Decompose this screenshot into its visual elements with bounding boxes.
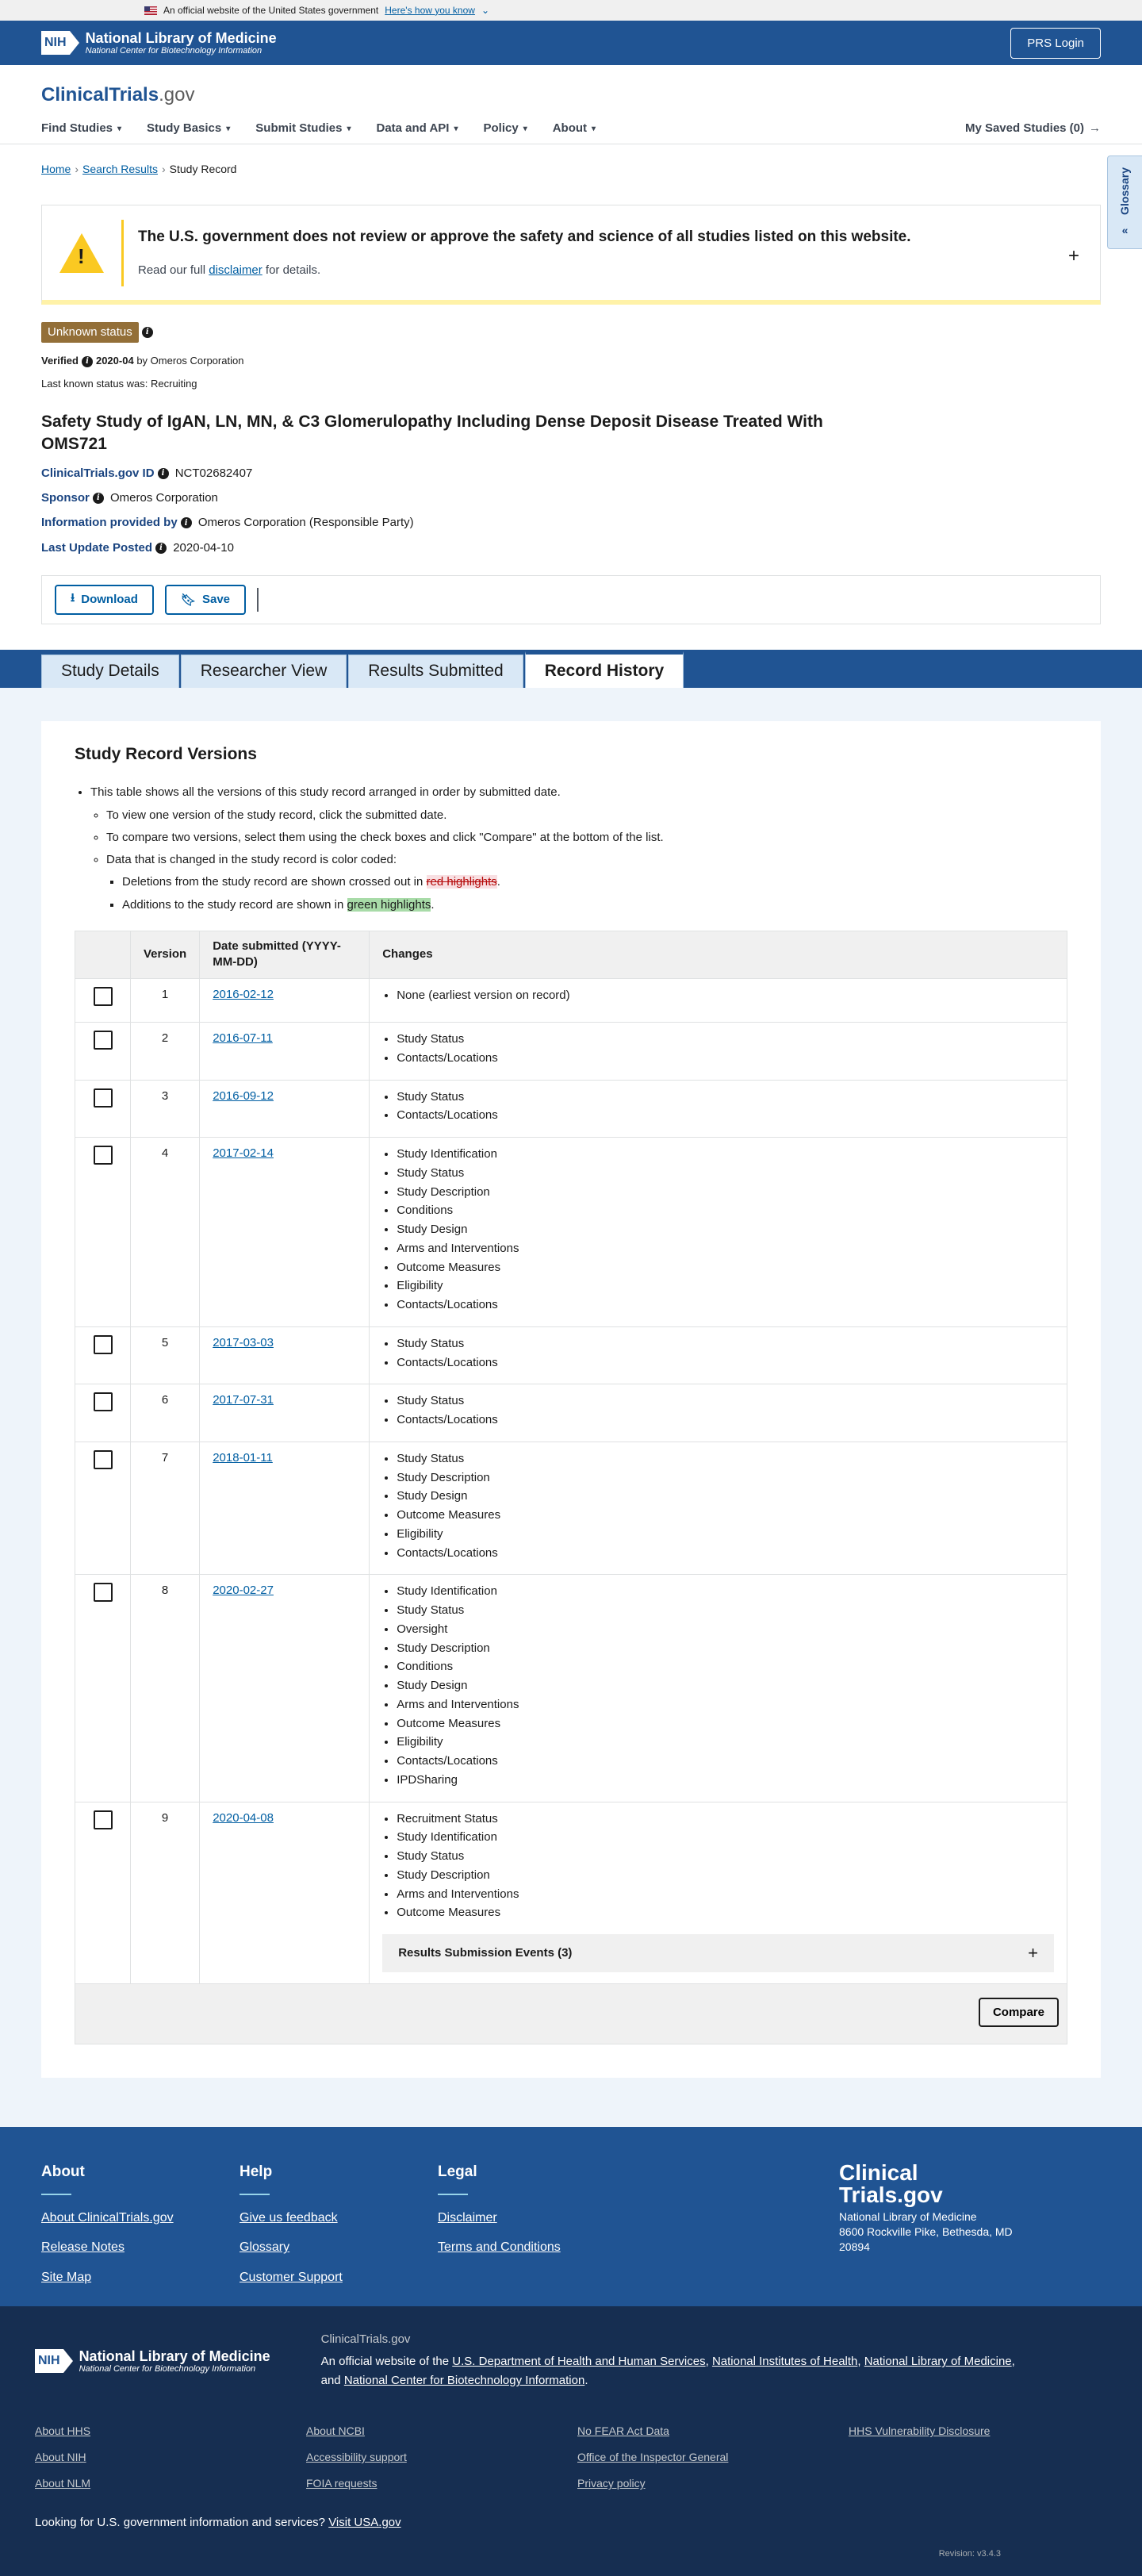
sponsor-value: Omeros Corporation bbox=[110, 491, 218, 505]
change-item: • Study Design bbox=[397, 1677, 1054, 1695]
tab-record-history[interactable]: Record History bbox=[525, 651, 684, 688]
glossary-tab[interactable] bbox=[1107, 155, 1142, 249]
table-row bbox=[75, 1080, 1067, 1138]
version-number: 2 bbox=[131, 1023, 200, 1081]
change-item: • Outcome Measures bbox=[397, 1904, 1054, 1921]
version-number: 4 bbox=[131, 1138, 200, 1327]
footer-link[interactable]: Glossary bbox=[240, 2240, 290, 2255]
record-history-section bbox=[0, 688, 1142, 2127]
version-checkbox[interactable] bbox=[94, 1335, 113, 1354]
table-row bbox=[75, 1442, 1067, 1575]
nih-logo[interactable] bbox=[41, 30, 277, 56]
nav-data-and-api[interactable]: Data and API ▾ bbox=[376, 121, 458, 136]
change-item: • Study Status bbox=[397, 1392, 1054, 1410]
change-item: • Study Status bbox=[397, 1450, 1054, 1468]
change-item: • Study Status bbox=[397, 1848, 1054, 1865]
table-row bbox=[75, 1138, 1067, 1327]
breadcrumb-home[interactable]: Home bbox=[41, 163, 71, 175]
results-events-accordion[interactable]: Results Submission Events (3) + bbox=[382, 1934, 1054, 1972]
footer-link[interactable]: Disclaimer bbox=[438, 2210, 497, 2225]
expand-plus-icon[interactable]: + bbox=[1067, 245, 1079, 267]
change-item: • Study Identification bbox=[397, 1829, 1054, 1846]
chevron-down-icon: ⌄ bbox=[481, 4, 490, 16]
tab-study-details[interactable]: Study Details bbox=[41, 655, 179, 688]
chevron-down-icon: ▾ bbox=[347, 124, 351, 133]
change-item: • Contacts/Locations bbox=[397, 1753, 1054, 1770]
gov-link[interactable]: FOIA requests bbox=[306, 2477, 377, 2490]
change-item: • Study Identification bbox=[397, 1583, 1054, 1600]
change-item: • Outcome Measures bbox=[397, 1715, 1054, 1733]
change-item: • Arms and Interventions bbox=[397, 1240, 1054, 1257]
col-changes: Changes bbox=[370, 931, 1067, 978]
main-nav bbox=[41, 121, 1101, 136]
gov-link[interactable]: No FEAR Act Data bbox=[577, 2424, 669, 2438]
arrow-right-icon: → bbox=[1089, 121, 1101, 136]
last-update-value: 2020-04-10 bbox=[173, 540, 234, 555]
table-row bbox=[75, 1802, 1067, 1984]
footer-link[interactable]: Release Notes bbox=[41, 2240, 125, 2255]
change-item: • Eligibility bbox=[397, 1733, 1054, 1751]
info-icon[interactable]: i bbox=[142, 327, 153, 338]
site-header bbox=[0, 65, 1142, 144]
study-title: Safety Study of IgAN, LN, MN, & C3 Glomerulopathy Including Dense Deposit Disease Treated With OMS721 bbox=[41, 413, 823, 453]
gov-link[interactable]: About NCBI bbox=[306, 2424, 365, 2438]
study-header: Unknown status i Verified i 2020-04 by Omeros Corporation Last known status was: Recruiting Safety Study of IgAN, LN, MN, & C3 Glomerulopathy Including Dense Deposit Disease Treated With OMS721 ClinicalTrials.gov ID i NCT02682407 Sponsor i Omeros Corporation Information provided by i Omeros Corporation (Responsible Party) Last Update Posted i 2020-04-10 bbox=[0, 305, 1142, 556]
change-item: • Conditions bbox=[397, 1202, 1054, 1219]
info-provided-value: Omeros Corporation (Responsible Party) bbox=[197, 516, 414, 530]
gov-link[interactable]: HHS Vulnerability Disclosure bbox=[849, 2424, 991, 2438]
version-number: 9 bbox=[131, 1802, 200, 1984]
gov-links bbox=[35, 2424, 1107, 2491]
glossary-label: Glossary bbox=[1118, 167, 1132, 215]
change-item: • Contacts/Locations bbox=[397, 1354, 1054, 1372]
nlm-title: National Library of Medicine bbox=[85, 29, 277, 46]
nav-study-basics[interactable]: Study Basics ▾ bbox=[147, 121, 231, 136]
change-item: • Outcome Measures bbox=[397, 1259, 1054, 1276]
version-date-link[interactable]: 2017-07-31 bbox=[213, 1393, 274, 1407]
change-item: • Study Status bbox=[397, 1031, 1054, 1048]
hhs-link[interactable]: U.S. Department of Health and Human Services bbox=[452, 2355, 706, 2369]
version-date-link[interactable]: 2016-09-12 bbox=[213, 1088, 274, 1103]
version-checkbox[interactable] bbox=[94, 1146, 113, 1165]
breadcrumb-search-results[interactable]: Search Results bbox=[82, 163, 158, 175]
nav-find-studies[interactable]: Find Studies ▾ bbox=[41, 121, 122, 136]
chevron-down-icon: ▾ bbox=[117, 124, 122, 133]
change-item: • Arms and Interventions bbox=[397, 1886, 1054, 1903]
breadcrumb-current: Study Record bbox=[169, 163, 237, 175]
footer-link[interactable]: Give us feedback bbox=[240, 2210, 338, 2225]
footer-link[interactable]: Customer Support bbox=[240, 2270, 343, 2284]
chevron-down-icon: ▾ bbox=[523, 124, 527, 133]
green-highlight-sample: green highlights bbox=[347, 897, 431, 912]
clinicaltrials-logo[interactable]: ClinicalTrials.gov bbox=[41, 84, 195, 106]
disclaimer-alert: ! The U.S. government does not review or approve the safety and science of all studies listed on this website. Read our full disclaimer for details. + bbox=[41, 205, 1101, 305]
compare-button[interactable]: Compare bbox=[979, 1998, 1059, 2027]
usa-gov-link[interactable]: Visit USA.gov bbox=[328, 2515, 401, 2529]
info-icon[interactable]: i bbox=[158, 468, 169, 479]
nih-badge-icon: NIH bbox=[35, 2348, 73, 2374]
last-known-status: Last known status was: Recruiting bbox=[41, 377, 197, 390]
version-date-link[interactable]: 2020-04-08 bbox=[213, 1810, 274, 1825]
revision-text: Revision: v3.4.3 bbox=[938, 2549, 1001, 2559]
status-badge: Unknown status bbox=[41, 322, 139, 343]
record-info-list: • This table shows all the versions of this study record arranged in order by submitted date. ◦ To view one version of the study record, click the submitted date. ◦ To compare two versions, select them using the check boxes and click "Compare" at the bottom of the list. ◦ Data that is changed in the study record is color coded: ▪ Deletions from the study record are shown crossed out in red highlights. ▪ Additions to the study record are shown in green highlights. bbox=[75, 785, 1067, 913]
change-item: • Study Description bbox=[397, 1184, 1054, 1201]
footer-link[interactable]: Site Map bbox=[41, 2270, 92, 2284]
tab-researcher-view[interactable]: Researcher View bbox=[181, 655, 347, 688]
nlm-subtitle: National Center for Biotechnology Information bbox=[85, 45, 263, 56]
ncbi-link[interactable]: National Center for Biotechnology Information bbox=[343, 2374, 585, 2388]
nih-logo[interactable]: NIH National Library of Medicine National Center for Biotechnology Information bbox=[35, 2332, 270, 2390]
table-row bbox=[75, 1575, 1067, 1802]
change-item: • Oversight bbox=[397, 1621, 1054, 1638]
section-heading: Study Record Versions bbox=[75, 744, 257, 763]
study-id: NCT02682407 bbox=[174, 466, 253, 480]
change-item: • Contacts/Locations bbox=[397, 1107, 1054, 1124]
gov-banner-text: An official website of the United States government bbox=[163, 4, 379, 16]
change-item: • Recruitment Status bbox=[397, 1810, 1054, 1828]
disclaimer-link[interactable]: disclaimer bbox=[209, 263, 263, 278]
alert-title: The U.S. government does not review or approve the safety and science of all studies listed on this website. bbox=[138, 228, 911, 245]
change-item: • Contacts/Locations bbox=[397, 1050, 1054, 1067]
nlm-footer: NIH National Library of Medicine National Center for Biotechnology Information ClinicalTrials.gov An official website of the U.S. Department of Health and Human Services, National Institutes of Health, National Library of Medicine, and National Center for Biotechnology Information. About HHS About NCBI No FEAR Act Data HHS Vulnerability Disclosure About NIH Accessibility support Office of the Inspector General About NLM FOIA requests Privacy policy Looking for U.S. government information and services? Visit USA.gov Revision: v3.4.3 bbox=[0, 2306, 1142, 2576]
change-item: • Study Description bbox=[397, 1640, 1054, 1657]
gov-banner bbox=[0, 0, 1142, 21]
us-flag-icon bbox=[144, 6, 157, 15]
change-item: • Outcome Measures bbox=[397, 1507, 1054, 1524]
versions-table bbox=[75, 931, 1067, 2044]
nlm-link[interactable]: National Library of Medicine bbox=[864, 2355, 1012, 2369]
download-icon: ⭳ bbox=[71, 591, 75, 605]
version-number: 3 bbox=[131, 1080, 200, 1138]
study-tabs bbox=[0, 650, 1142, 688]
change-item: • Eligibility bbox=[397, 1277, 1054, 1295]
study-toolbar bbox=[41, 575, 1101, 624]
footer-brand: Clinical Trials.gov National Library of Medicine 8600 Rockville Pike, Bethesda, MD 20894 bbox=[839, 2160, 1013, 2253]
prs-login-button[interactable]: PRS Login bbox=[1010, 28, 1101, 59]
change-item: • Study Design bbox=[397, 1488, 1054, 1505]
footer-link[interactable]: About ClinicalTrials.gov bbox=[41, 2210, 174, 2225]
version-checkbox[interactable] bbox=[94, 1583, 113, 1602]
nav-about[interactable]: About ▾ bbox=[552, 121, 596, 136]
change-item: • Arms and Interventions bbox=[397, 1696, 1054, 1714]
version-number: 6 bbox=[131, 1384, 200, 1442]
chevron-down-icon: ▾ bbox=[226, 124, 231, 133]
site-footer bbox=[0, 2127, 1142, 2306]
toolbar-divider bbox=[257, 588, 259, 612]
nav-policy[interactable]: Policy ▾ bbox=[483, 121, 527, 136]
version-checkbox[interactable] bbox=[94, 1031, 113, 1050]
version-number: 5 bbox=[131, 1326, 200, 1384]
col-version: Version bbox=[131, 931, 200, 978]
version-date-link[interactable]: 2016-07-11 bbox=[213, 1031, 273, 1046]
change-item: • Eligibility bbox=[397, 1526, 1054, 1543]
version-checkbox[interactable] bbox=[94, 1088, 113, 1108]
tab-results-submitted[interactable]: Results Submitted bbox=[348, 655, 523, 688]
version-checkbox[interactable] bbox=[94, 1392, 113, 1411]
info-icon[interactable]: i bbox=[181, 517, 192, 528]
change-item: • Contacts/Locations bbox=[397, 1296, 1054, 1314]
table-row bbox=[75, 1384, 1067, 1442]
nlm-header bbox=[0, 21, 1142, 65]
footer-about-heading: About bbox=[41, 2163, 85, 2181]
version-number: 1 bbox=[131, 978, 200, 1022]
gov-link[interactable]: About HHS bbox=[35, 2424, 91, 2438]
nih-badge-icon: NIH bbox=[41, 30, 79, 56]
change-item: • Study Description bbox=[397, 1867, 1054, 1884]
change-item: • Contacts/Locations bbox=[397, 1545, 1054, 1562]
version-checkbox[interactable] bbox=[94, 1810, 113, 1829]
change-item: • Study Status bbox=[397, 1088, 1054, 1106]
heres-how-you-know-link[interactable]: Here's how you know bbox=[385, 4, 475, 16]
warning-icon: ! bbox=[59, 233, 104, 273]
my-saved-studies-link[interactable]: My Saved Studies (0) → bbox=[965, 121, 1101, 136]
gov-link[interactable]: About NIH bbox=[35, 2451, 86, 2464]
version-checkbox[interactable] bbox=[94, 987, 113, 1006]
info-icon[interactable]: i bbox=[82, 356, 93, 367]
table-row bbox=[75, 978, 1067, 1022]
info-icon[interactable]: i bbox=[155, 543, 167, 554]
chevron-down-icon: ▾ bbox=[592, 124, 596, 133]
version-date-link[interactable]: 2016-02-12 bbox=[213, 987, 274, 1001]
version-number: 8 bbox=[131, 1575, 200, 1802]
download-button[interactable]: ⭳ Download bbox=[55, 585, 154, 615]
version-date-link[interactable]: 2018-01-11 bbox=[213, 1450, 273, 1465]
bookmark-icon: 🔖︎ bbox=[180, 593, 196, 607]
version-date-link[interactable]: 2017-02-14 bbox=[213, 1146, 274, 1161]
chevron-down-icon: ▾ bbox=[454, 124, 458, 133]
footer-legal-heading: Legal bbox=[438, 2163, 477, 2181]
version-date-link[interactable]: 2020-02-27 bbox=[213, 1584, 274, 1598]
save-button[interactable]: 🔖︎ Save bbox=[165, 585, 246, 615]
change-item: • Conditions bbox=[397, 1658, 1054, 1676]
gov-link[interactable]: Privacy policy bbox=[577, 2477, 646, 2490]
change-item: • IPDSharing bbox=[397, 1772, 1054, 1789]
gov-link[interactable]: Accessibility support bbox=[306, 2451, 407, 2464]
change-item: • Study Status bbox=[397, 1165, 1054, 1182]
info-icon[interactable]: i bbox=[93, 493, 104, 504]
chevron-double-left-icon: « bbox=[1121, 223, 1129, 236]
change-item: • Study Description bbox=[397, 1469, 1054, 1487]
red-highlight-sample: red highlights bbox=[426, 875, 497, 889]
gov-link[interactable]: Office of the Inspector General bbox=[577, 2451, 729, 2464]
nih-link[interactable]: National Institutes of Health bbox=[711, 2355, 858, 2369]
gov-link[interactable]: About NLM bbox=[35, 2477, 91, 2490]
change-item: • Study Status bbox=[397, 1335, 1054, 1353]
col-date: Date submitted (YYYY-MM-DD) bbox=[200, 931, 370, 978]
table-row bbox=[75, 1326, 1067, 1384]
breadcrumb: Home › Search Results › Study Record bbox=[41, 163, 237, 175]
version-checkbox[interactable] bbox=[94, 1450, 113, 1469]
footer-link[interactable]: Terms and Conditions bbox=[438, 2240, 561, 2255]
change-item: • Contacts/Locations bbox=[397, 1411, 1054, 1429]
version-number: 7 bbox=[131, 1442, 200, 1575]
change-item: • Study Status bbox=[397, 1602, 1054, 1619]
nav-submit-studies[interactable]: Submit Studies ▾ bbox=[255, 121, 351, 136]
footer-help-heading: Help bbox=[240, 2163, 273, 2181]
change-item: • Study Identification bbox=[397, 1146, 1054, 1163]
change-item: • Study Design bbox=[397, 1221, 1054, 1238]
table-row bbox=[75, 1023, 1067, 1081]
change-item: • None (earliest version on record) bbox=[397, 987, 1054, 1004]
plus-icon: + bbox=[1028, 1943, 1038, 1964]
version-date-link[interactable]: 2017-03-03 bbox=[213, 1335, 274, 1349]
